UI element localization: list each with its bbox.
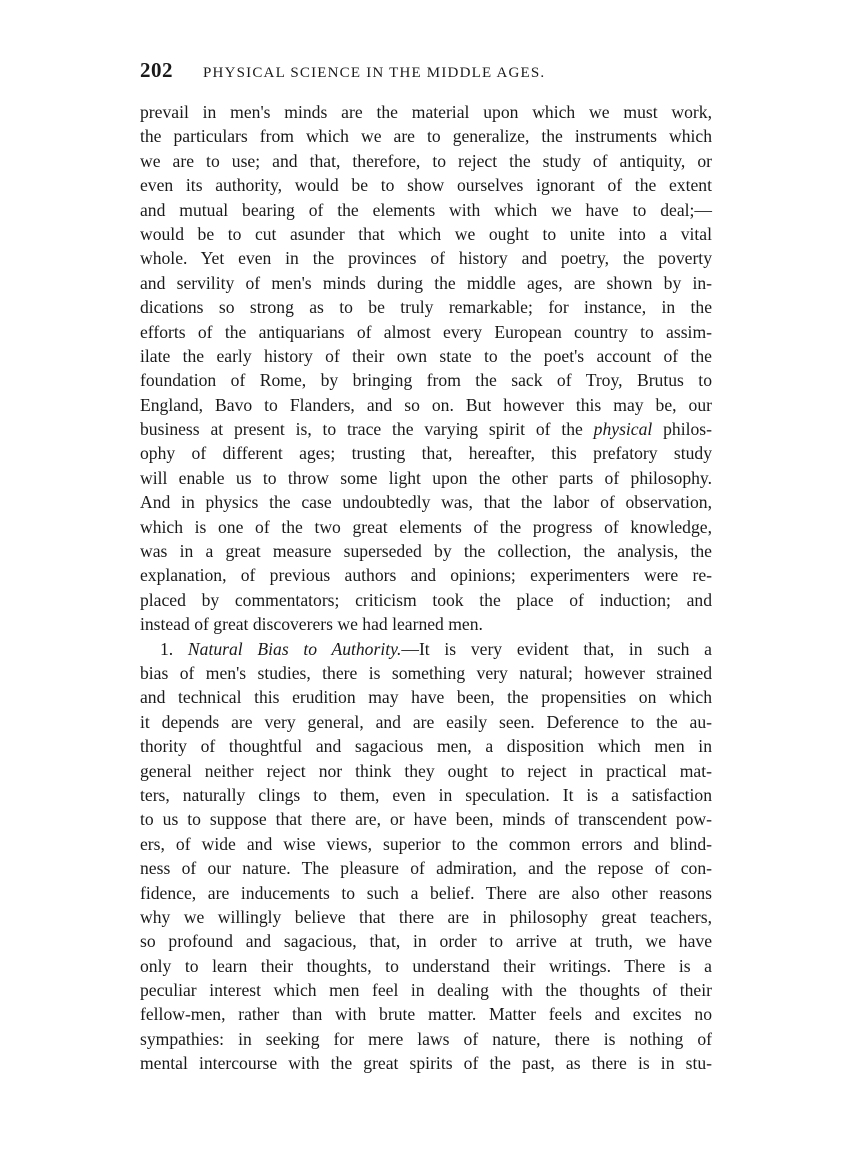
- text-line: prevail in men's minds are the material upon which we must work,: [140, 102, 712, 122]
- text-line: fellow-men, rather than with brute matter. Matter feels and excites no: [140, 1004, 712, 1025]
- text-line: thority of thoughtful and sagacious men, a disposition which men in: [140, 736, 712, 757]
- text-line: ilate the early history of their own state to the poet's account of the: [140, 345, 712, 366]
- text-line: the particulars from which we are to generalize, the instruments which: [140, 126, 712, 147]
- text-line: placed by commentators; criticism took the place of induction; and: [140, 589, 712, 610]
- running-title: PHYSICAL SCIENCE IN THE MIDDLE AGES.: [203, 65, 546, 81]
- text-line: peculiar interest which men feel in dealing with the thoughts of their: [140, 980, 712, 1001]
- text-fragment: philos-: [652, 419, 713, 440]
- text-line: was in a great measure superseded by the collection, the analysis, the: [140, 541, 712, 562]
- text-line: only to learn their thoughts, to understand their writings. There is a: [140, 955, 712, 976]
- running-header: [140, 58, 712, 88]
- text-line: And in physics the case undoubtedly was, that the labor of observation,: [140, 492, 712, 513]
- text-line: so profound and sagacious, that, in order to arrive at truth, we have: [140, 931, 712, 952]
- text-line: even its authority, would be to show ourselves ignorant of the extent: [140, 175, 712, 196]
- text-line: efforts of the antiquarians of almost every European country to assim-: [140, 321, 712, 342]
- text-line: fidence, are inducements to such a belief. There are also other reasons: [140, 882, 712, 903]
- text-line: mental intercourse with the great spirits of the past, as there is in stu-: [140, 1053, 712, 1074]
- text-line: bias of men's studies, there is something very natural; however strained: [140, 662, 712, 683]
- emphasis-physical: physical: [593, 419, 653, 440]
- text-line: whole. Yet even in the provinces of history and poetry, the poverty: [140, 248, 712, 269]
- text-line: explanation, of previous authors and opinions; experimenters were re-: [140, 565, 712, 586]
- text-line: and mutual bearing of the elements with which we have to deal;—: [140, 199, 712, 220]
- text-line: instead of great discoverers we had learned men.: [140, 614, 483, 635]
- section-heading: Natural Bias to Authority.: [187, 638, 402, 659]
- text-line: which is one of the two great elements of the progress of knowledge,: [140, 516, 712, 537]
- text-line: sympathies: in seeking for mere laws of nature, there is nothing of: [140, 1028, 712, 1049]
- text-line: ophy of different ages; trusting that, hereafter, this prefatory study: [140, 443, 712, 464]
- section-number: 1.: [160, 638, 174, 659]
- text-line: ers, of wide and wise views, superior to the common errors and blind-: [140, 833, 712, 854]
- section-heading-line: [140, 637, 712, 661]
- text-fragment: business at present is, to trace the varying spirit of the: [140, 419, 594, 440]
- text-line: and servility of men's minds during the middle ages, are shown by in-: [140, 272, 712, 293]
- text-line: England, Bavo to Flanders, and so on. But however this may be, our: [140, 394, 712, 415]
- text-line: why we willingly believe that there are in philosophy great teachers,: [140, 906, 712, 927]
- body-text: [140, 100, 712, 1076]
- text-line: [140, 417, 712, 441]
- text-line: will enable us to throw some light upon the other parts of philosophy.: [140, 467, 712, 488]
- text-fragment: —It is very evident that, in such a: [401, 638, 712, 659]
- text-line: to us to suppose that there are, or have been, minds of transcendent pow-: [140, 809, 712, 830]
- text-line: general neither reject nor think they ought to reject in practical mat-: [140, 760, 712, 781]
- text-line: ters, naturally clings to them, even in speculation. It is a satisfaction: [140, 784, 712, 805]
- text-line: would be to cut asunder that which we ought to unite into a vital: [140, 223, 712, 244]
- text-line: foundation of Rome, by bringing from the sack of Troy, Brutus to: [140, 370, 712, 391]
- text-line: it depends are very general, and are easily seen. Deference to the au-: [140, 711, 712, 732]
- text-line: and technical this erudition may have been, the propensities on which: [140, 687, 712, 708]
- text-line: we are to use; and that, therefore, to reject the study of antiquity, or: [140, 150, 712, 171]
- text-line: ness of our nature. The pleasure of admiration, and the repose of con-: [140, 858, 712, 879]
- page-number: 202: [140, 58, 173, 82]
- book-page: [140, 58, 712, 1076]
- text-line: dications so strong as to be truly remarkable; for instance, in the: [140, 297, 712, 318]
